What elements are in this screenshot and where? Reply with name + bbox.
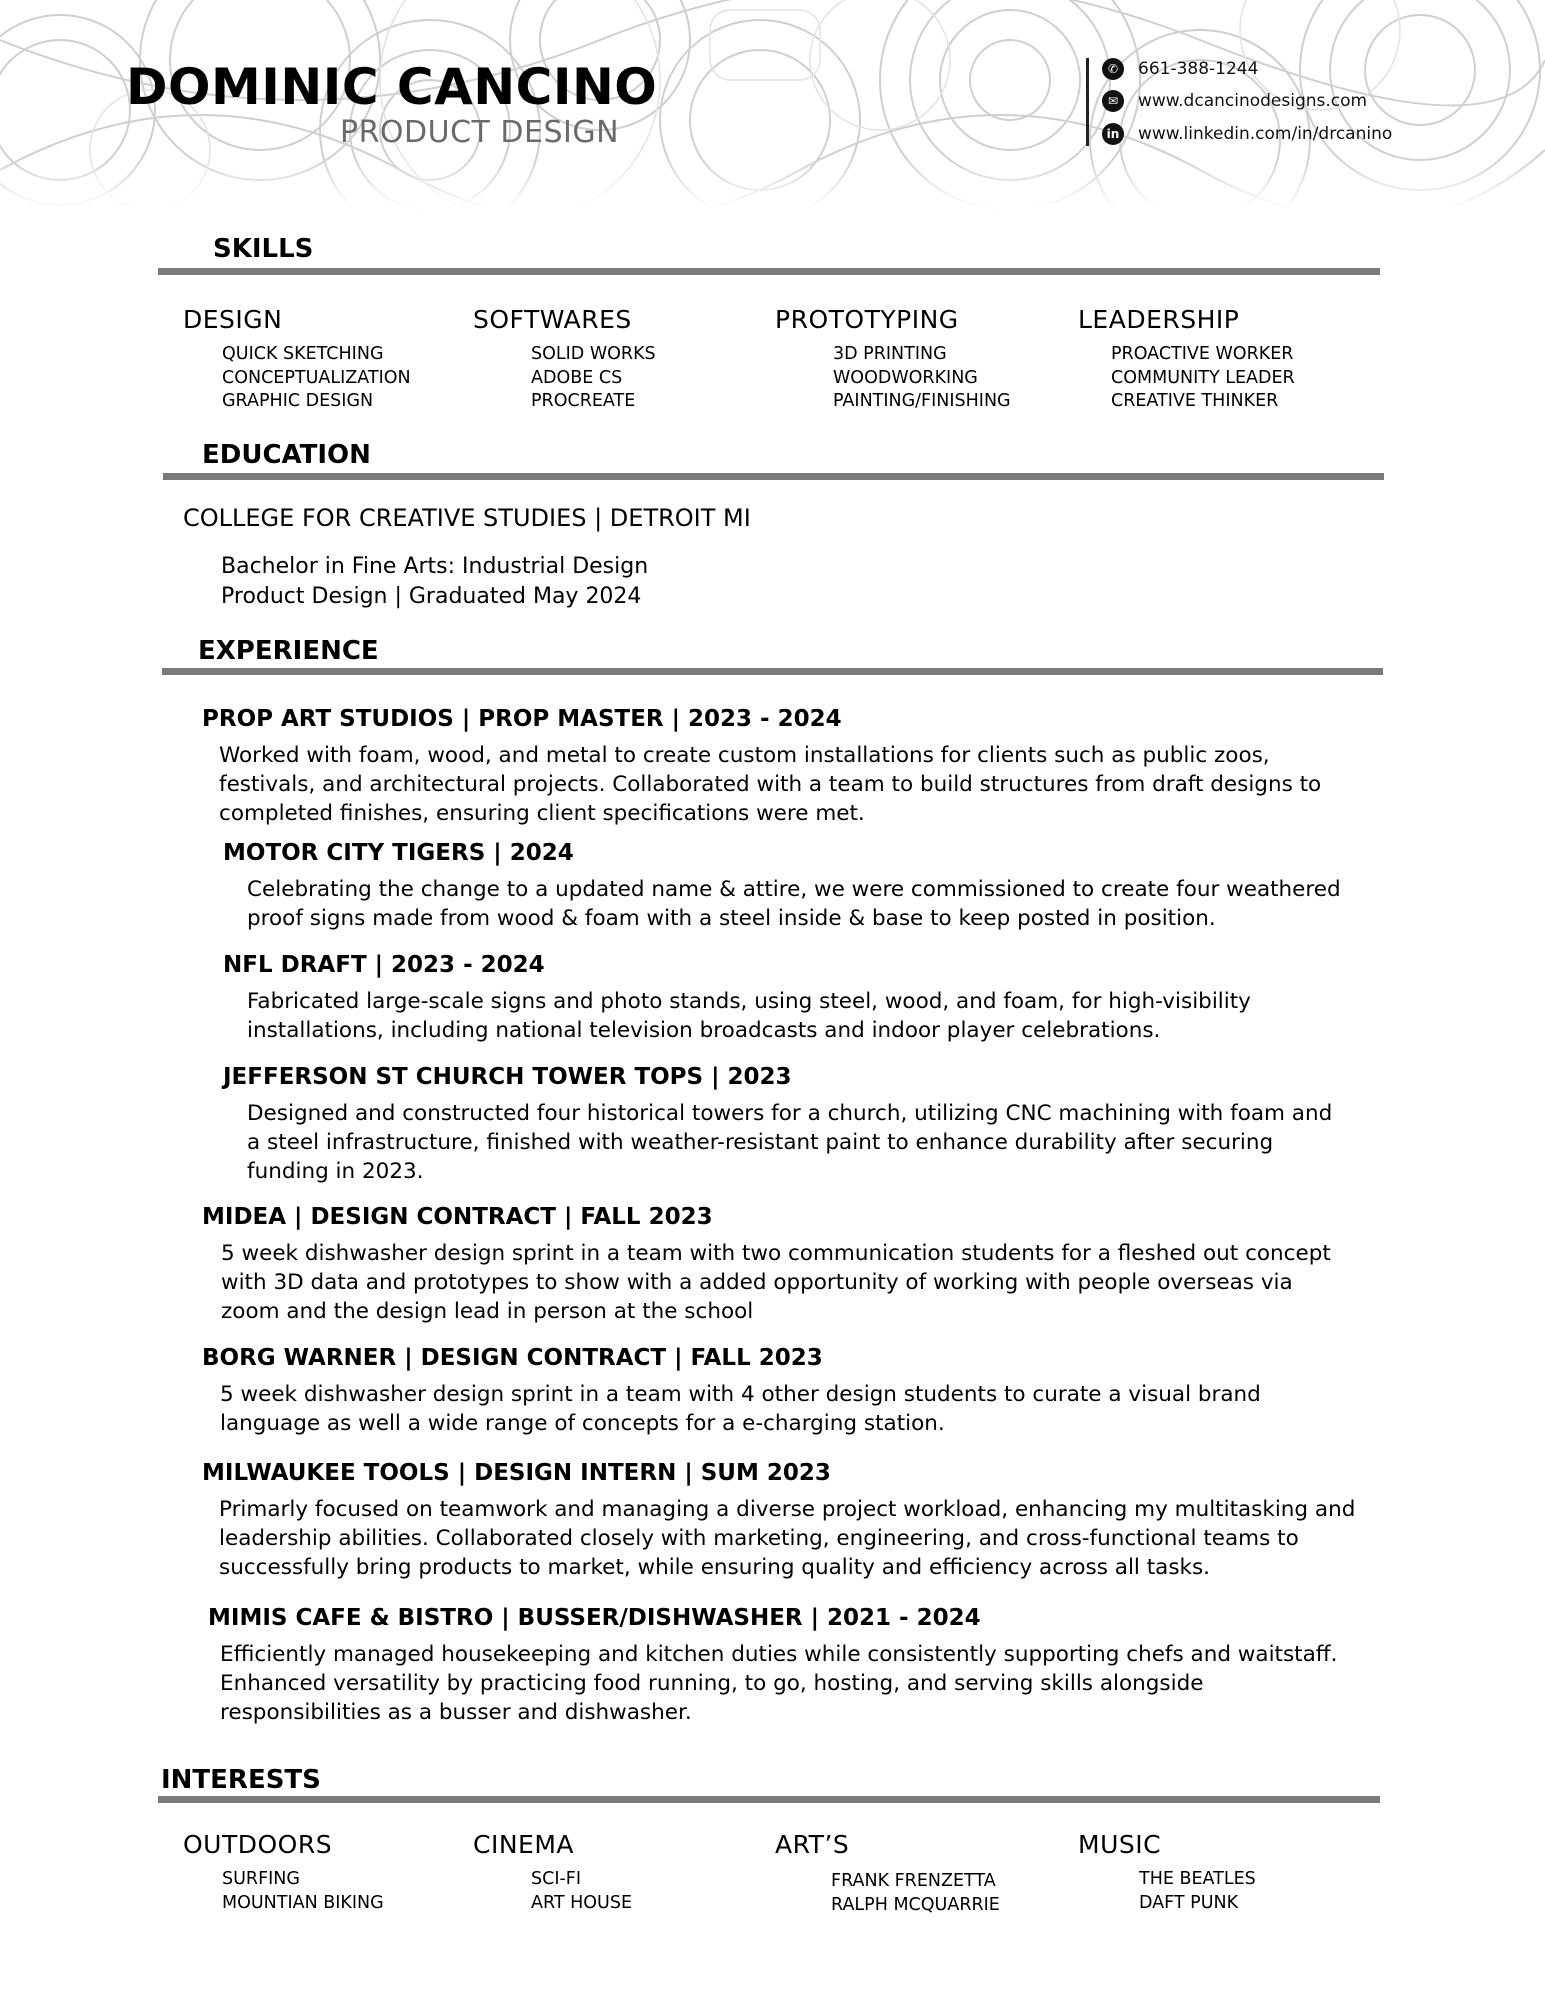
contact-divider (1086, 58, 1089, 146)
job-heading-milwaukee: MILWAUKEE TOOLS | DESIGN INTERN | SUM 2023 (202, 1460, 831, 1486)
linkedin-link[interactable]: www.linkedin.com/in/drcanino (1138, 124, 1393, 144)
job-desc-jefferson: Designed and constructed four historical towers for a church, utilizing CNC machining with foam and a steel infrastructure, finished with weather-resistant paint to enhance durability after securing funding in 2023. (247, 1101, 1333, 1184)
interest-list-music (1139, 1868, 1256, 1915)
contact-phone (1102, 58, 1258, 80)
interest-item: ART HOUSE (531, 1892, 633, 1913)
skill-item: PROACTIVE WORKER (1111, 344, 1294, 364)
interest-item: RALPH MCQUARRIE (831, 1894, 1000, 1915)
skill-item: COMMUNITY LEADER (1111, 367, 1295, 388)
interest-category-music: MUSIC (1078, 1830, 1162, 1859)
website-link[interactable]: www.dcancinodesigns.com (1138, 91, 1368, 111)
experience-title: EXPERIENCE (198, 636, 379, 666)
interest-category-cinema: CINEMA (473, 1830, 574, 1859)
skill-item: GRAPHIC DESIGN (222, 391, 374, 411)
job-desc-motor-city: Celebrating the change to a updated name & attire, we were commissioned to create four weathered proof signs made from wood & foam with a steel inside & base to keep posted in position. (247, 877, 1341, 931)
skill-list-prototyping (833, 343, 1011, 414)
job-desc-midea: 5 week dishwasher design sprint in a team with two communication students for a fleshed out concept with 3D data and prototypes to show with a added opportunity of working with people overseas via zoom and the design lead in person at the school (221, 1241, 1331, 1324)
interest-list-outdoors (222, 1868, 384, 1915)
school-name: COLLEGE FOR CREATIVE STUDIES | DETROIT MI (183, 504, 751, 532)
skill-list-design (222, 343, 411, 414)
skill-item: CREATIVE THINKER (1111, 391, 1279, 411)
skill-item: PAINTING/FINISHING (833, 391, 1011, 411)
candidate-role: PRODUCT DESIGN (340, 115, 620, 150)
skill-category-leadership: LEADERSHIP (1078, 305, 1240, 334)
job-desc-mimis: Efficiently managed housekeeping and kitchen duties while consistently supporting chefs and waitstaff. Enhanced versatility by practicing food running, to go, hosting, and serving skills alongside responsibilities as a busser and dishwasher. (220, 1642, 1338, 1725)
skill-category-softwares: SOFTWARES (473, 305, 632, 334)
skill-item: CONCEPTUALIZATION (222, 367, 411, 388)
job-desc-borg-warner: 5 week dishwasher design sprint in a team with 4 other design students to curate a visual brand language as well a wide range of concepts for a e-charging station. (220, 1382, 1261, 1436)
phone-icon: ✆ (1102, 58, 1124, 80)
education-title: EDUCATION (202, 440, 371, 470)
job-heading-prop-art: PROP ART STUDIOS | PROP MASTER | 2023 - 2024 (202, 706, 842, 732)
education-rule (163, 473, 1384, 480)
degree-line: Bachelor in Fine Arts: Industrial Design (221, 554, 649, 579)
skill-item: PROCREATE (531, 391, 636, 411)
job-desc-prop-art: Worked with foam, wood, and metal to create custom installations for clients such as public zoos, festivals, and architectural projects. Collaborated with a team to build structures from draft designs to completed finishes, ensuring client specifications were met. (219, 743, 1322, 826)
interest-item: MOUNTIAN BIKING (222, 1892, 384, 1913)
skill-item: QUICK SKETCHING (222, 344, 384, 364)
skill-list-leadership (1111, 343, 1295, 414)
skill-item: ADOBE CS (531, 367, 623, 388)
interest-item: FRANK FRENZETTA (831, 1871, 996, 1891)
degree-line: Product Design | Graduated May 2024 (221, 584, 642, 609)
skill-item: SOLID WORKS (531, 344, 656, 364)
contact-linkedin[interactable] (1102, 123, 1392, 145)
job-heading-jefferson: JEFFERSON ST CHURCH TOWER TOPS | 2023 (223, 1064, 792, 1090)
skill-category-design: DESIGN (183, 305, 283, 334)
job-desc-nfl-draft: Fabricated large-scale signs and photo stands, using steel, wood, and foam, for high-visibility installations, including national television broadcasts and indoor player celebrations. (247, 989, 1251, 1043)
job-heading-borg-warner: BORG WARNER | DESIGN CONTRACT | FALL 2023 (202, 1345, 823, 1371)
interest-list-cinema (531, 1868, 632, 1915)
mail-icon: ✉ (1102, 90, 1124, 112)
job-heading-mimis: MIMIS CAFE & BISTRO | BUSSER/DISHWASHER | 2021 - 2024 (208, 1605, 981, 1631)
skills-rule (158, 268, 1380, 275)
candidate-name: DOMINIC CANCINO (126, 58, 658, 116)
interests-rule (158, 1796, 1380, 1803)
skill-list-softwares (531, 343, 656, 414)
job-desc-milwaukee: Primarly focused on teamwork and managing a diverse project workload, enhancing my multitasking and leadership abilities. Collaborated closely with marketing, engineering, and cross-functional teams to successfully bring products to market, while ensuring quality and efficiency across all tasks. (219, 1497, 1356, 1580)
interest-item: THE BEATLES (1139, 1869, 1256, 1889)
interest-item: SURFING (222, 1869, 300, 1889)
skill-item: WOODWORKING (833, 367, 978, 388)
job-heading-nfl-draft: NFL DRAFT | 2023 - 2024 (223, 952, 545, 978)
skill-category-prototyping: PROTOTYPING (775, 305, 959, 334)
interest-category-outdoors: OUTDOORS (183, 1830, 333, 1859)
experience-rule (162, 668, 1383, 675)
degree-details (221, 552, 648, 612)
linkedin-icon: in (1102, 123, 1124, 145)
interest-list-arts (831, 1870, 1000, 1917)
interest-category-arts: ART’S (775, 1830, 850, 1859)
interest-item: SCI-FI (531, 1869, 582, 1889)
job-heading-motor-city: MOTOR CITY TIGERS | 2024 (223, 840, 574, 866)
job-heading-midea: MIDEA | DESIGN CONTRACT | FALL 2023 (202, 1204, 713, 1230)
skill-item: 3D PRINTING (833, 344, 947, 364)
phone-text: 661-388-1244 (1138, 59, 1259, 79)
skills-title: SKILLS (213, 234, 314, 264)
interest-item: DAFT PUNK (1139, 1892, 1239, 1913)
contact-website[interactable] (1102, 90, 1367, 112)
interests-title: INTERESTS (161, 1765, 321, 1795)
